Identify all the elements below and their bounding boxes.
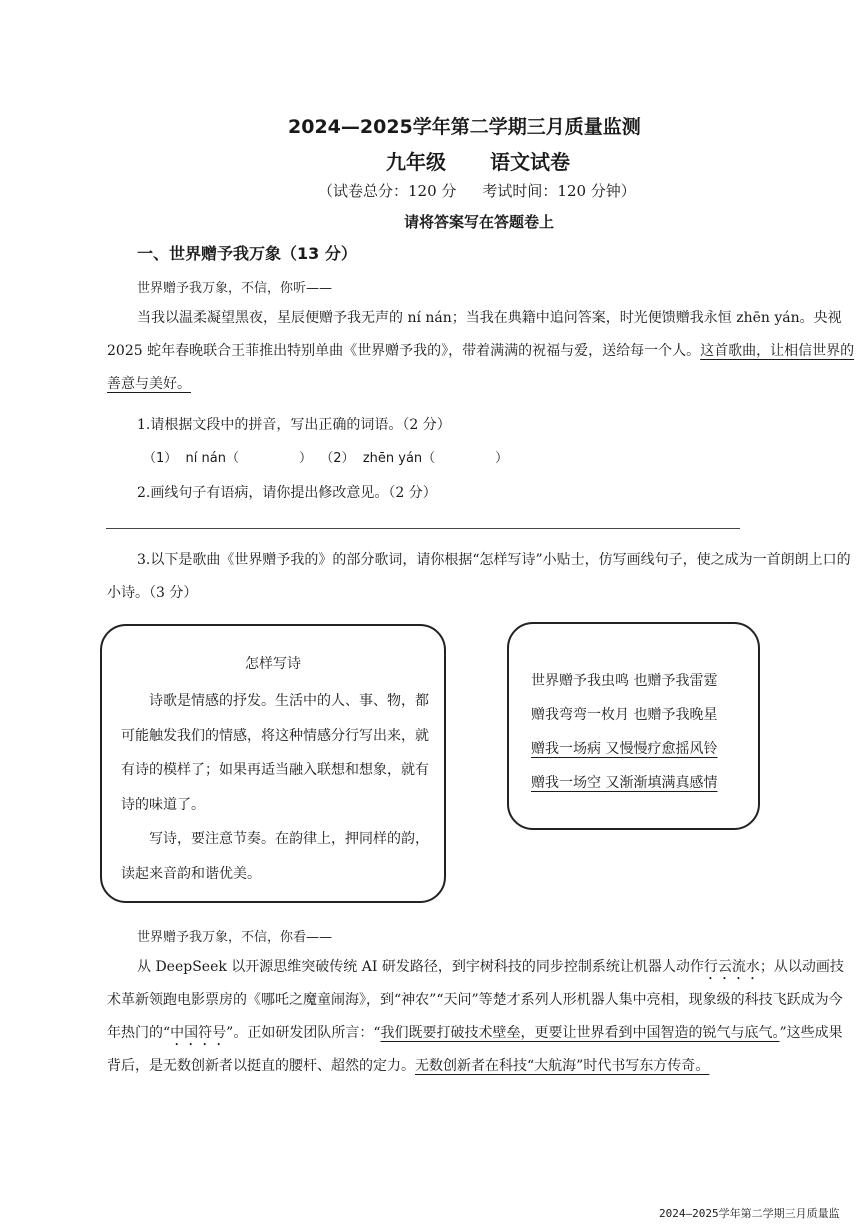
grade-label: 九年级 bbox=[386, 150, 446, 174]
page-footer: 2024—2025学年第二学期三月质量监 bbox=[659, 1207, 840, 1220]
lyrics-box bbox=[507, 622, 760, 830]
passage-2-text: ；从以动画技术革新领跑电影票房的《哪吒之魔童闹海》，到“神农”“天问”等楚才系列人形机器人集中亮相，现象级的科技飞跃成为今年热门的“ bbox=[107, 959, 844, 1041]
q1-item1-pinyin: ní nán（ bbox=[185, 451, 239, 466]
section-heading: 一、世界赠予我万象（13 分） bbox=[137, 244, 357, 263]
exam-meta bbox=[318, 180, 636, 201]
exam-title: 2024—2025学年第二学期三月质量监测 bbox=[288, 116, 641, 138]
faulty-sentence: 这首歌曲，让相信世界的善意与美好。 bbox=[107, 343, 855, 392]
passage-1 bbox=[107, 302, 855, 401]
tips-paragraph: 写诗，要注意节奏。在韵律上，押同样的韵，读起来音韵和谐优美。 bbox=[121, 831, 429, 882]
passage-1-text: 当我以温柔凝望黑夜，星辰便赠予我无声的 ní nán；当我在典籍中追问答案，时光便馈赠我永恒 zhēn yán。央视 2025 蛇年春晚联合王菲推出特别单曲《世界赠予我的》，带着满满的祝福与爱，送给每一个人。 bbox=[107, 310, 842, 359]
question-3 bbox=[107, 544, 855, 610]
q1-item1-close: ） bbox=[298, 451, 312, 466]
tips-box-body bbox=[121, 684, 433, 891]
q1-item2-close: ） bbox=[495, 451, 509, 466]
tips-paragraph: 诗歌是情感的抒发。生活中的人、事、物，都可能触发我们的情感，将这种情感分行写出来，就有诗的模样了；如果再适当融入联想和想象，就有诗的味道了。 bbox=[121, 693, 429, 813]
passage-2-text: ”这些成果背后，是无数创新者以挺直的腰杆、超然的定力。 bbox=[107, 1025, 843, 1074]
lead-look: 世界赠予我万象，不信，你看—— bbox=[137, 930, 333, 945]
tips-box bbox=[100, 624, 446, 903]
answer-notice: 请将答案写在答题卷上 bbox=[404, 213, 555, 231]
question-1: 1.请根据文段中的拼音，写出正确的词语。（2 分） bbox=[137, 417, 451, 433]
lyric-line: 世界赠予我虫鸣 也赠予我雷霆 bbox=[531, 673, 718, 689]
q1-item2-pinyin: zhēn yán（ bbox=[362, 451, 436, 466]
underlined-quote: 我们既要打破技术壁垒，更要让世界看到中国智造的锐气与底气。 bbox=[380, 1025, 780, 1041]
dotted-phrase: 中国符号 bbox=[170, 1025, 227, 1041]
passage-2-text: ”。正如研发团队所言：“ bbox=[226, 1025, 381, 1041]
question-1-items bbox=[143, 447, 508, 466]
underlined-sentence: 无数创新者在科技“大航海”时代书写东方传奇。 bbox=[415, 1058, 710, 1074]
passage-2-text: 从 DeepSeek 以开源思维突破传统 AI 研发路径，到宇树科技的同步控制系统让机器人动作 bbox=[137, 959, 704, 975]
question-3-text: 3.以下是歌曲《世界赠予我的》的部分歌词，请你根据“怎样写诗”小贴士，仿写画线句子，使之成为一首朗朗上口的小诗。（3 分） bbox=[107, 552, 851, 601]
lead-listen: 世界赠予我万象，不信，你听—— bbox=[137, 281, 333, 296]
exam-time: 考试时间：120 分钟） bbox=[482, 182, 636, 200]
answer-line[interactable] bbox=[106, 528, 740, 529]
total-score: （试卷总分：120 分 bbox=[318, 182, 457, 200]
tips-box-title: 怎样写诗 bbox=[245, 656, 301, 672]
lyrics-lines bbox=[531, 664, 717, 800]
q1-item2-num: （2） bbox=[320, 451, 355, 466]
lyric-line: 赠我弯弯一枚月 也赠予我晚星 bbox=[531, 707, 718, 723]
dotted-phrase: 行云流水 bbox=[703, 959, 760, 975]
subject-label: 语文试卷 bbox=[490, 150, 570, 174]
q1-item1-num: （1） bbox=[143, 451, 178, 466]
exam-subtitle bbox=[386, 146, 570, 175]
lyric-line-underlined: 赠我一场空 又渐渐填满真感情 bbox=[531, 775, 718, 791]
question-2: 2.画线句子有语病，请你提出修改意见。（2 分） bbox=[137, 485, 437, 501]
passage-2 bbox=[107, 951, 855, 1083]
lyric-line-underlined: 赠我一场病 又慢慢疗愈摇风铃 bbox=[531, 741, 718, 757]
